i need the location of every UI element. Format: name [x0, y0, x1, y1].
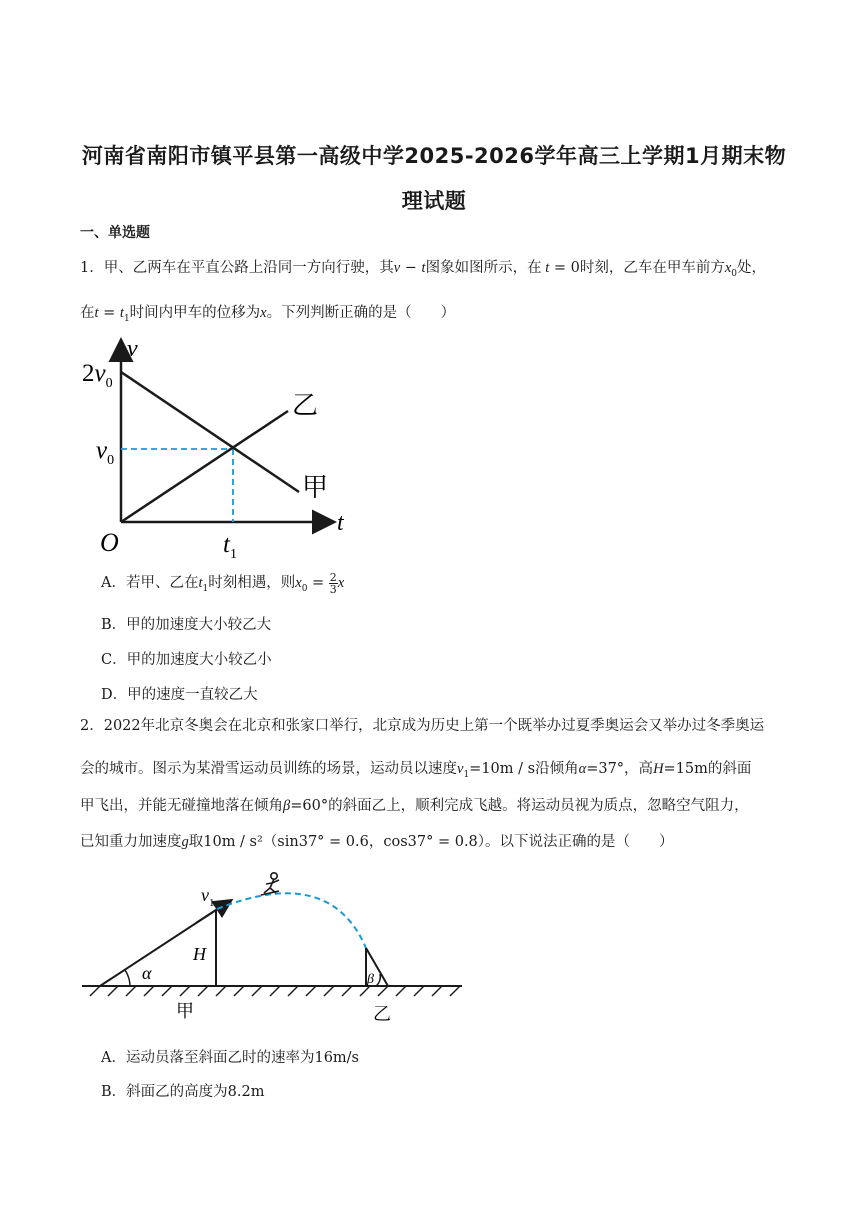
q1-line1: 1．甲、乙两车在平直公路上沿同一方向行驶，其v − t图象如图所示，在 t = 0时刻，乙车在甲车前方$x_0$处， — [80, 260, 766, 279]
q2-line4: 已知重力加速度g取10m / s²（sin37° = 0.6，cos37° = 0.8）。以下说法正确的是（ ） — [80, 834, 674, 850]
trajectory-dashed — [217, 893, 366, 948]
section-heading: 一、单选题 — [80, 225, 150, 241]
q1-vt-graph — [80, 334, 370, 564]
page-title-line2: 理试题 — [401, 189, 467, 213]
q1-option-c: C．甲的加速度大小较乙小 — [101, 652, 272, 668]
q2-line1: 2．2022年北京冬奥会在北京和张家口举行，北京成为历史上第一个既举办过夏季奥运会又举办过冬季奥运 — [80, 718, 765, 734]
t1-label: $t_1$ — [223, 531, 237, 562]
q2-ski-figure — [80, 862, 470, 1028]
label-jia: 甲 — [176, 1001, 194, 1021]
q1-option-d: D．甲的速度一直较乙大 — [101, 687, 258, 703]
line-jia — [121, 372, 299, 492]
q2-line2: 会的城市。图示为某滑雪运动员训练的场景，运动员以速度$v_1=10m / s$沿倾角α=37°，高H=15m的斜面 — [80, 761, 752, 780]
q1-option-b: B．甲的加速度大小较乙大 — [101, 617, 272, 633]
v1-label: $v_1$ — [201, 885, 215, 909]
alpha-arc — [125, 970, 130, 986]
t-axis-label: t — [337, 510, 344, 536]
page-title-line1: 河南省南阳市镇平县第一高级中学2025-2026学年高三上学期1月期末物 — [81, 144, 787, 168]
y-label-v0: $v_0$ — [96, 437, 115, 468]
skier-figure — [261, 873, 279, 895]
h-label: H — [193, 944, 206, 964]
v-axis-label: v — [127, 336, 138, 362]
ground-hatching — [90, 986, 460, 996]
q2-option-a: A．运动员落至斜面乙时的速率为16m/s — [101, 1050, 359, 1066]
beta-arc — [376, 974, 380, 986]
beta-label: β — [367, 972, 374, 987]
q2-option-b: B．斜面乙的高度为8.2m — [101, 1084, 265, 1100]
label-yi: 乙 — [373, 1004, 391, 1024]
origin-label: O — [100, 528, 119, 557]
q1-line2: 在$t = t_1$时间内甲车的位移为x。下列判断正确的是（ ） — [80, 305, 456, 324]
y-label-2v0: $2v_0$ — [82, 360, 113, 391]
alpha-label: α — [142, 963, 152, 983]
label-jia: 甲 — [302, 473, 329, 502]
q2-line3: 甲飞出，并能无碰撞地落在倾角β=60°的斜面乙上，顺利完成飞越。将运动员视为质点，忽略空气阻力， — [80, 798, 749, 814]
q1-option-a: A．若甲、乙在$t_1$时刻相遇，则$x_0$ = $\frac{2}{3}$ x — [101, 570, 345, 596]
label-yi: 乙 — [292, 391, 319, 420]
